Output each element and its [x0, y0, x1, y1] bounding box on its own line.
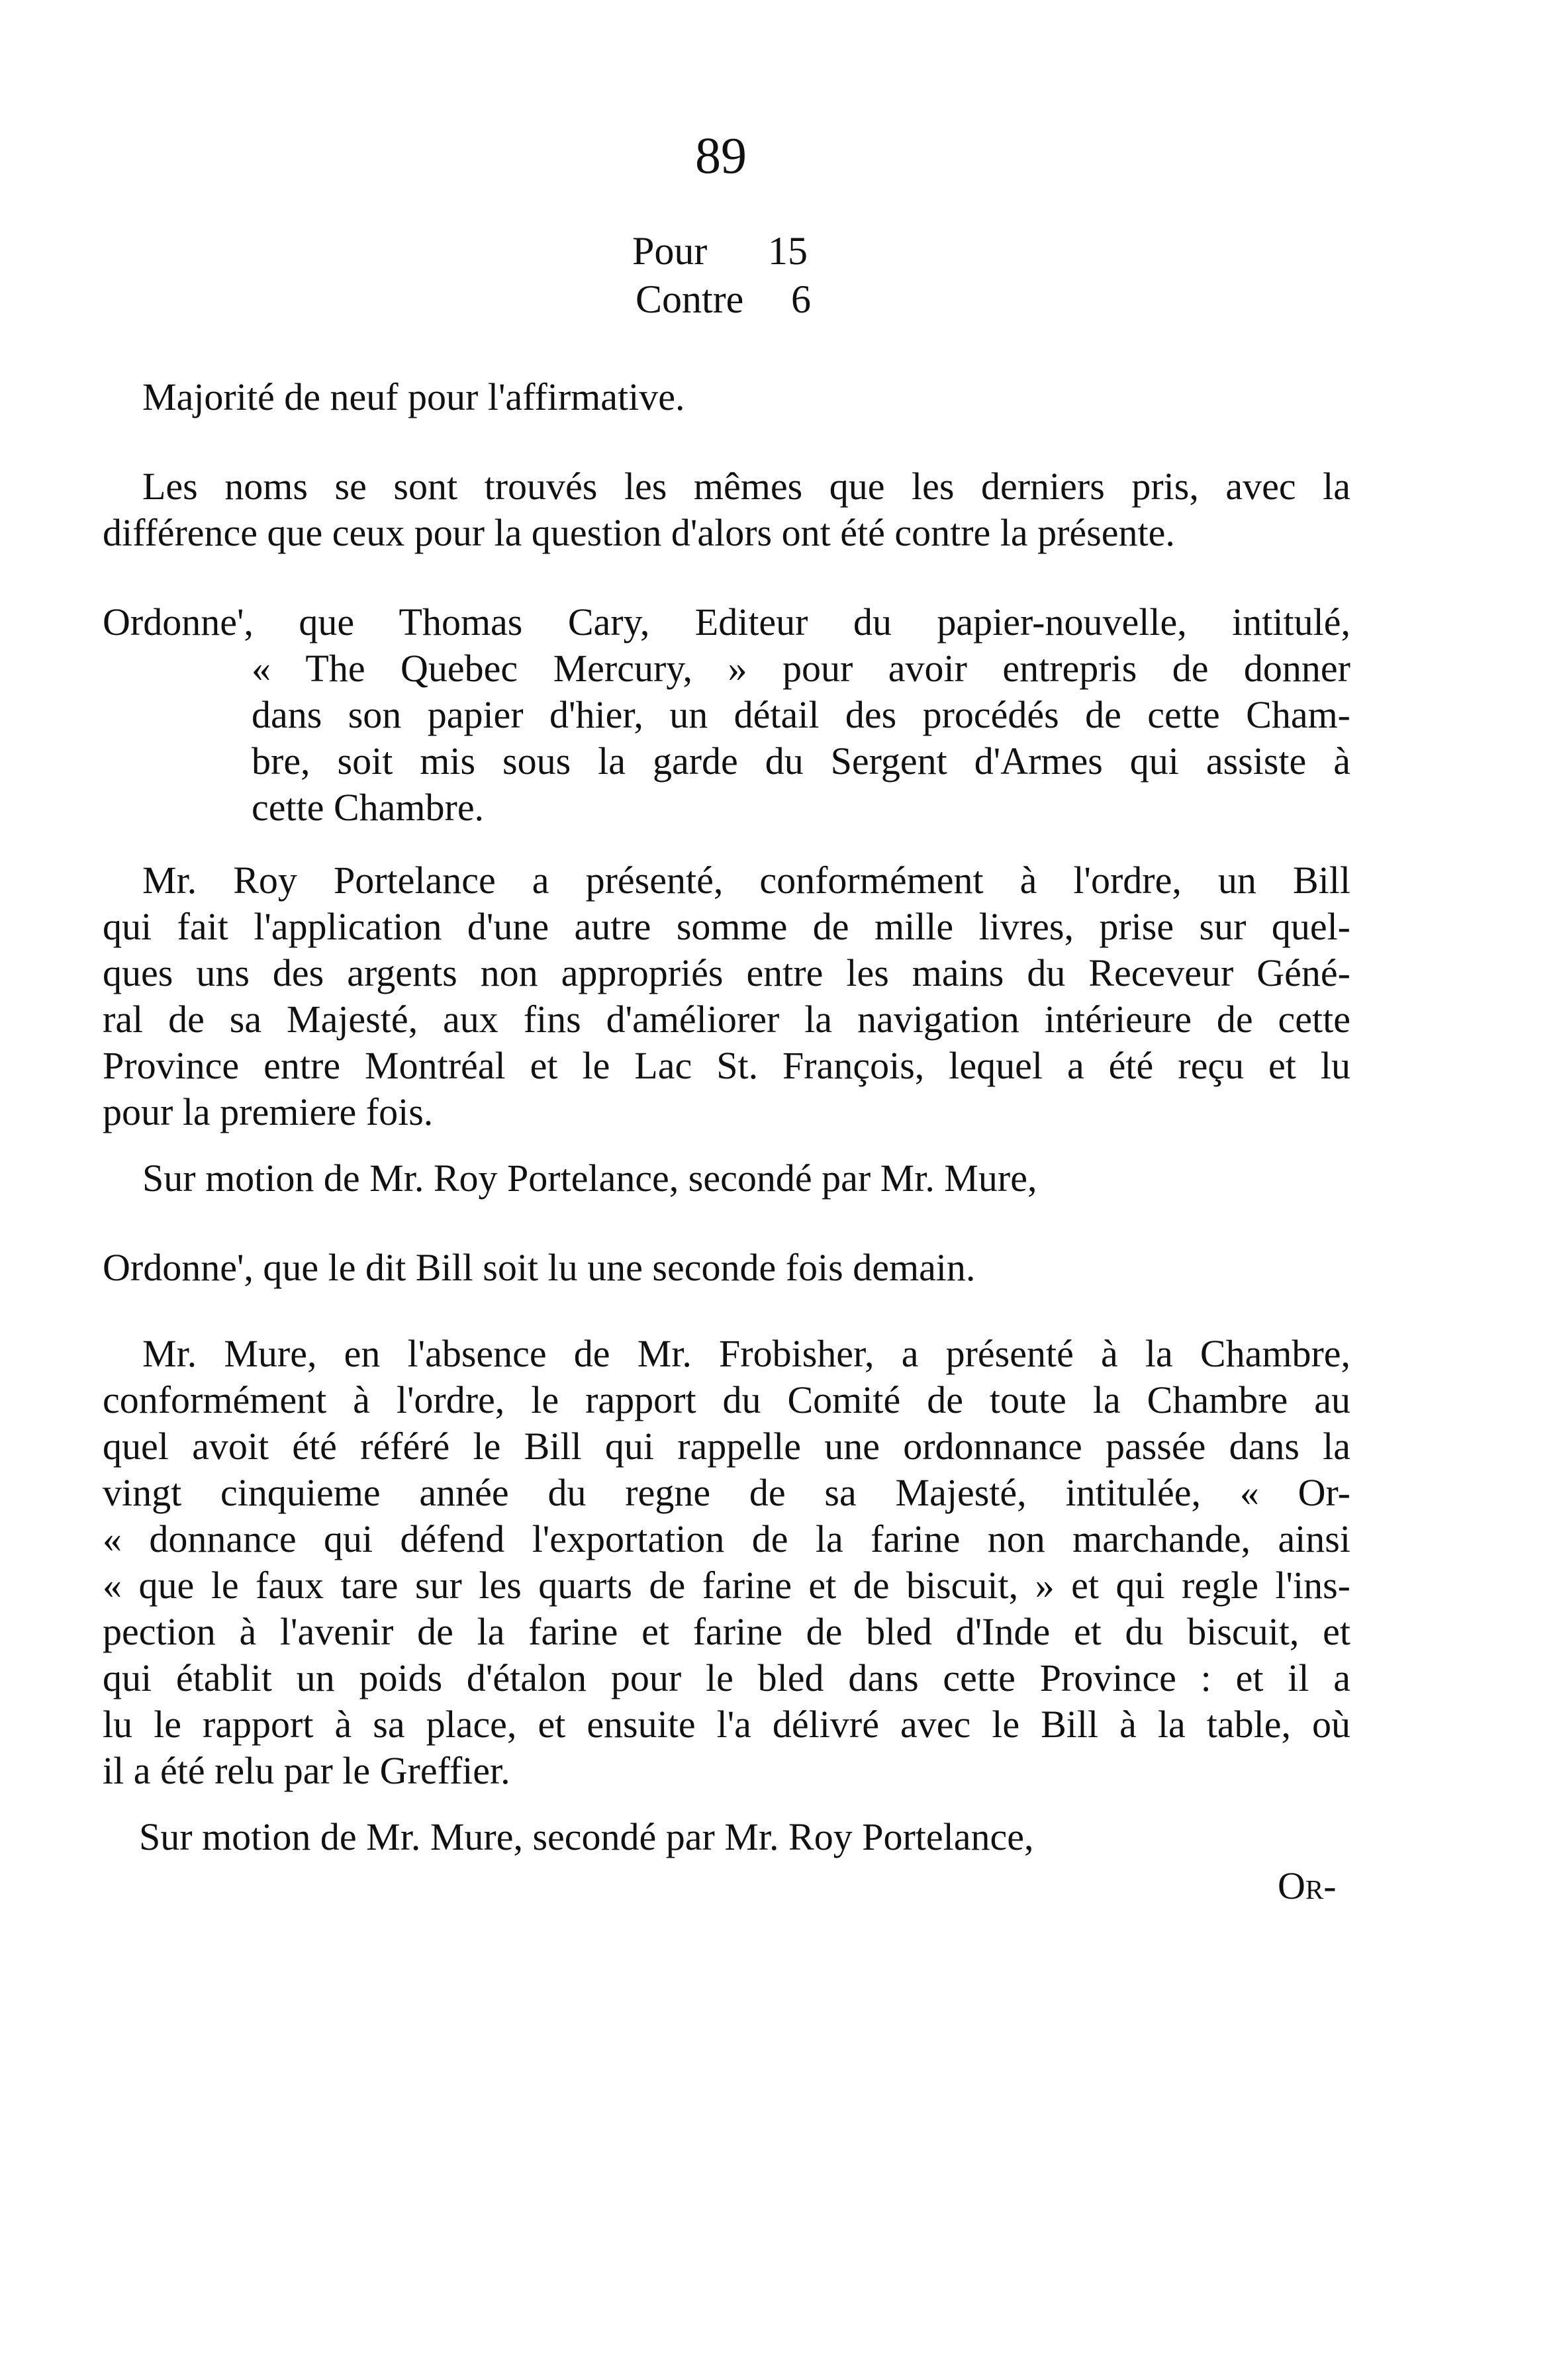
motion-line-2: Sur motion de Mr. Mure, secondé par Mr. Roy Portelance, — [139, 1815, 1034, 1858]
text-line: différence que ceux pour la question d'alors ont été contre la présente. — [103, 511, 1175, 554]
text-line: cette Chambre. — [252, 786, 485, 829]
text-line: pour la premiere fois. — [103, 1090, 434, 1133]
text-line: Les noms se sont trouvés les mêmes que les derniers pris, avec la — [142, 465, 1350, 508]
page-number: 89 — [695, 126, 747, 184]
text-line: dans son papier d'hier, un détail des procédés de cette Cham- — [252, 693, 1350, 736]
text-line: qui fait l'application d'une autre somme de mille livres, prise sur quel- — [103, 905, 1350, 948]
text-line: Province entre Montréal et le Lac St. François, lequel a été reçu et lu — [103, 1044, 1350, 1087]
order-line-1: Ordonne', que le dit Bill soit lu une seconde fois demain. — [103, 1246, 976, 1289]
text-line: ques uns des argents non appropriés entre les mains du Receveur Géné- — [103, 951, 1350, 994]
text-line: il a été relu par le Greffier. — [103, 1749, 510, 1792]
vote-contre-label: Contre — [636, 277, 744, 321]
text-line: « donnance qui défend l'exportation de la farine non marchande, ainsi — [103, 1517, 1350, 1560]
text-line: quel avoit été référé le Bill qui rappelle une ordonnance passée dans la — [103, 1425, 1350, 1468]
catchword: Or- — [1278, 1864, 1337, 1907]
text-line: conformément à l'ordre, le rapport du Comité de toute la Chambre au — [103, 1378, 1350, 1421]
text-line: Mr. Mure, en l'absence de Mr. Frobisher, a présenté à la Chambre, — [142, 1332, 1350, 1375]
text-line: qui établit un poids d'étalon pour le bled dans cette Province : et il a — [103, 1656, 1350, 1699]
text-line: « que le faux tare sur les quarts de farine et de biscuit, » et qui regle l'ins- — [103, 1564, 1350, 1607]
motion-line-1: Sur motion de Mr. Roy Portelance, secondé par Mr. Mure, — [142, 1157, 1037, 1200]
text-line: Mr. Roy Portelance a présenté, conformément à l'ordre, un Bill — [142, 859, 1350, 902]
text-line: « The Quebec Mercury, » pour avoir entrepris de donner — [252, 647, 1350, 690]
majority-line: Majorité de neuf pour l'affirmative. — [142, 375, 685, 418]
text-line: bre, soit mis sous la garde du Sergent d'Armes qui assiste à — [252, 739, 1350, 783]
text-line: ral de sa Majesté, aux fins d'améliorer la navigation intérieure de cette — [103, 998, 1350, 1041]
vote-contre-value: 6 — [791, 277, 811, 321]
text-line: vingt cinquieme année du regne de sa Majesté, intitulée, « Or- — [103, 1471, 1350, 1514]
text-line: pection à l'avenir de la farine et farine de bled d'Inde et du biscuit, et — [103, 1610, 1350, 1653]
vote-pour-value: 15 — [768, 229, 808, 273]
vote-pour-label: Pour — [632, 229, 708, 273]
text-line: lu le rapport à sa place, et ensuite l'a délivré avec le Bill à la table, où — [103, 1703, 1350, 1746]
text-line: Ordonne', que Thomas Cary, Editeur du papier-nouvelle, intitulé, — [103, 600, 1350, 643]
